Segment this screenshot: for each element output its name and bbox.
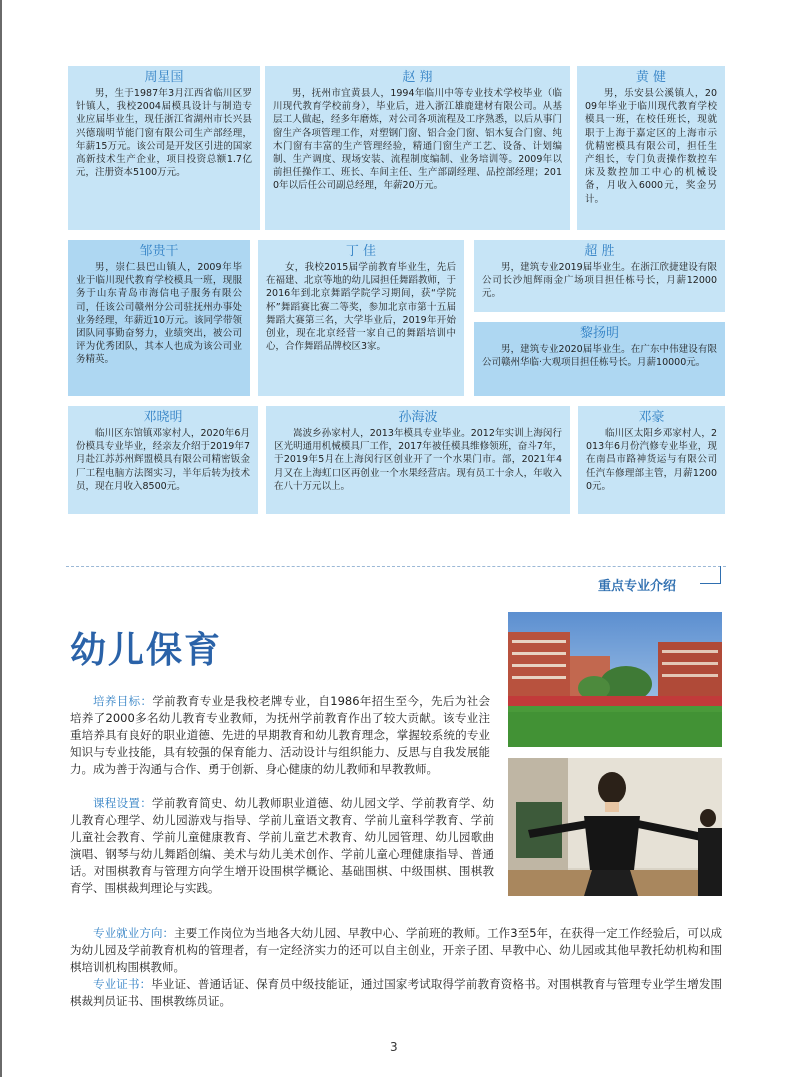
- profile-text: 男，建筑专业2019届毕业生。在浙江欣捷建设有限公司长沙旭辉雨金广场项目担任栋号长，月薪12000元。: [482, 262, 717, 300]
- profile-text: 男，生于1987年3月江西省临川区罗针镇人，我校2004届模具设计与制造专业应届毕业生，现任浙江省湖州市长兴县兴德瑞明节能门窗有限公司生产部经理，年薪15万元。该公司是开发区引进的国家高新技术生产企业，项目投资总额1.7亿元，注册资本5100万元。: [76, 88, 252, 179]
- section-label-line: [700, 583, 720, 584]
- profile-name: 超 胜: [584, 244, 615, 259]
- profile-name: 黄 健: [635, 70, 667, 85]
- profile-name: 黎扬明: [579, 326, 619, 341]
- profile-name: 孙海波: [398, 410, 438, 425]
- section-label: 重点专业介绍: [598, 579, 677, 594]
- profile-text: 临川区太阳乡邓家村人，2013年6月份汽修专业毕业，现在南昌市路神货运与有限公司任汽车修理部主管，月薪12000元。: [586, 428, 717, 492]
- profile-card-zou-guigan: [68, 240, 250, 396]
- career-text: 主要工作岗位为当地各大幼儿园、早教中心、学前班的教师。工作3至5年，在获得一定工作经验后，可以成为幼儿园及学前教育机构的管理者，有一定经济实力的还可以自主创业，开亲子团、早教中心、幼儿园或其他早教托幼机构和围棋培训机构围棋教师。: [70, 926, 722, 974]
- profile-name: 邓豪: [638, 410, 665, 425]
- courses-label: 课程设置：: [93, 796, 153, 810]
- profile-card-zhou-xingguo: [68, 66, 260, 230]
- profile-name: 丁 佳: [345, 244, 377, 259]
- profile-card-deng-xiaoming: [68, 406, 258, 514]
- campus-photo: [508, 612, 722, 747]
- profile-text: 临川区东馆镇邓家村人，2020年6月份模具专业毕业，经亲友介绍于2019年7月赴江苏苏州辉盟模具有限公司精密钣金厂工程电脑方法图实习，半年后转为技术员，现在月收入8500元。: [76, 428, 250, 492]
- profile-card-sun-haibo: [266, 406, 570, 514]
- profile-text: 男，崇仁县巴山镇人，2009年毕业于临川现代教育学校模具一班，现服务于山东青岛市海信电子服务有限公司，任该公司赣州分公司驻抚州办事处业务经理，年薪近10万元。该同学带领团队同事勤奋努力，业绩突出，被公司评为优秀团队，其本人也成为该公司业务精英。: [76, 262, 242, 366]
- profile-card-ding-jia: [258, 240, 464, 396]
- courses-paragraph: [70, 795, 494, 897]
- section-divider: [66, 566, 726, 567]
- dance-class-photo: [508, 758, 722, 896]
- profile-card-chao-sheng: [474, 240, 725, 312]
- page-number: 3: [390, 1040, 398, 1054]
- training-goal-text: 学前教育专业是我校老牌专业，自1986年招生至今，先后为社会培养了2000多名幼儿教育专业教师，为抚州学前教育作出了较大贡献。该专业注重培养具有良好的职业道德、先进的早期教育和幼儿教育理念，掌握较系统的专业知识与专业技能，具有较强的保育能力、活动设计与组织能力、反思与自我发展能力。成为善于沟通与合作、勇于创新、身心健康的幼儿教师和早教教师。: [70, 694, 490, 776]
- courses-text: 学前教育简史、幼儿教师职业道德、幼儿园文学、学前教育学、幼儿教育心理学、幼儿园游戏与指导、学前儿童语文教育、学前儿童科学教育、学前儿童社会教育、学前儿童健康教育、学前儿童艺术教育、幼儿园管理、幼儿园歌曲演唱、钢琴与幼儿舞蹈创编、美术与幼儿美术创作、学前儿童心理健康指导、普通话。对围棋教育与管理方向学生增开设围棋学概论、基础围棋、中级围棋、围棋教育学、围棋裁判理论与实践。: [70, 796, 494, 895]
- profile-card-deng-hao: [578, 406, 725, 514]
- profile-card-zhao-xiang: [265, 66, 570, 230]
- profile-text: 男，抚州市宜黄县人，1994年临川中等专业技术学校毕业（临川现代教育学校前身），毕业后，进入浙江雄鹿建材有限公司。从基层工人做起，经多年磨炼，对公司各项流程及工序熟悉，以后从事门窗生产各项管理工作，对塑钢门窗、铝合金门窗、铝木复合门窗、纯木门窗有丰富的生产管理经验，精通门窗生产工艺、设备、计划编制、生产调度、现场安装、流程制度编制、业务培训等。2009年以前担任操作工、班长、车间主任、生产部副经理、品控部经理；2010年以后任公司副总经理，年薪20万元。: [273, 88, 562, 192]
- profile-text: 男，建筑专业2020届毕业生。在广东中伟建设有限公司赣州华临·大观项目担任栋号长。月薪10000元。: [482, 344, 717, 369]
- certificate-text: 毕业证、普通话证、保育员中级技能证，通过国家考试取得学前教育资格书。对围棋教育与管理专业学生增发围棋裁判员证书、围棋教练员证。: [70, 977, 723, 1008]
- page-left-edge: [0, 0, 2, 1077]
- profile-text: 嵩波乡孙家村人，2013年模具专业毕业。2012年实训上海闵行区光明通用机械模具厂工作，2017年被任模具维修领班，奋斗7年，于2019年5月在上海闵行区创业开了一个水果门市。部，2021年4月又在上海虹口区再创业一个水果经营店。现有员工十余人，年收入在八十万元以上。: [274, 428, 562, 492]
- profile-text: 男，乐安县公溪镇人，2009年毕业于临川现代教育学校模具一班，在校任班长，现就职于上海于嘉定区的上海市示优精密模具有限公司，担任生产组长，专门负责操作数控车床及数控加工中心的机械设备，月收入6000元，奖金另计。: [585, 88, 717, 205]
- career-paragraph: [70, 925, 722, 976]
- training-goal-paragraph: [70, 693, 490, 778]
- profile-name: 邓晓明: [143, 410, 183, 425]
- profile-name: 周星国: [144, 70, 184, 85]
- profile-text: 女，我校2015届学前教育毕业生，先后在福建、北京等地的幼儿园担任舞蹈教师，于2016年到北京舞蹈学院学习期间，获“学院杯”舞蹈赛比赛二等奖，参加北京市第十五届舞蹈大赛第三名，大学毕业后，2019年开始创业，现在北京经营一家自己的舞蹈培训中心，合作舞蹈品牌校区3家。: [266, 262, 457, 353]
- major-title: 幼儿保育: [70, 630, 223, 671]
- profile-card-huang-jian: [577, 66, 725, 230]
- profile-card-li-yangming: [474, 322, 725, 396]
- profile-name: 赵 翔: [402, 70, 433, 85]
- campus-photo-graphic: [508, 612, 722, 747]
- dance-class-photo-graphic: [508, 758, 722, 896]
- certificate-label: 专业证书：: [93, 977, 152, 991]
- career-label: 专业就业方向：: [93, 926, 175, 940]
- training-goal-label: 培养目标：: [93, 694, 153, 708]
- profile-name: 邹贵干: [139, 244, 179, 259]
- section-label-tick: [720, 566, 721, 584]
- certificate-paragraph: [70, 976, 722, 1010]
